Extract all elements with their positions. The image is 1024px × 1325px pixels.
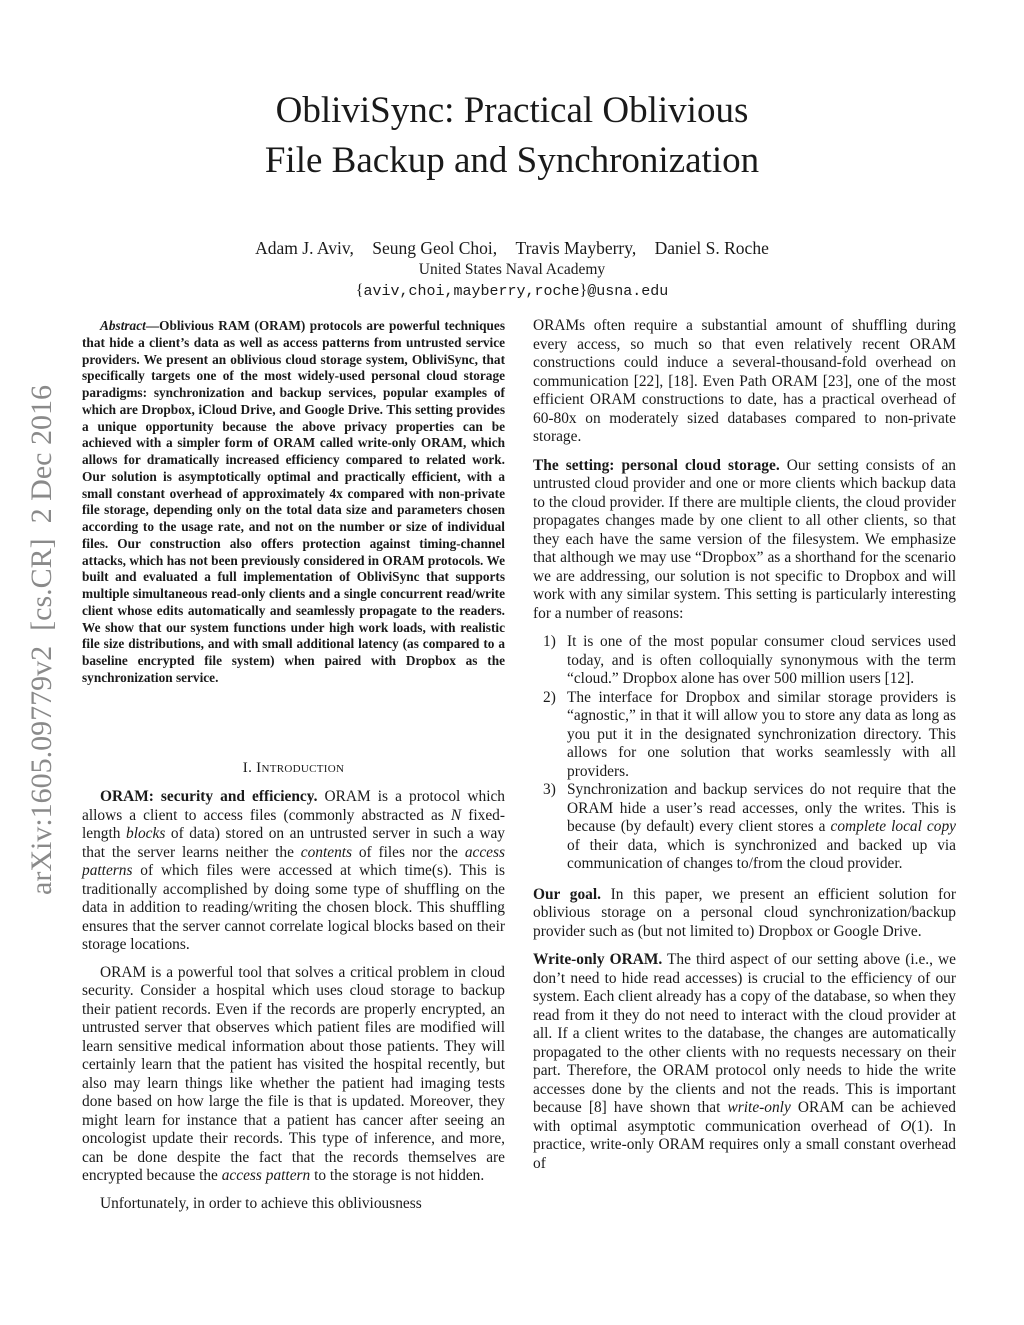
text-segment: to the storage is not hidden. <box>310 1167 485 1184</box>
emphasis-text: blocks <box>126 825 166 842</box>
emphasis-text: access pattern <box>221 1167 311 1184</box>
emphasis-text: access patterns <box>82 843 505 879</box>
text-segment: fixed-length <box>82 806 505 842</box>
text-segment: of data) stored on an untrusted server in such a way that the server learns neither the <box>82 825 505 861</box>
run-in-heading: Our goal. <box>533 885 601 903</box>
text-segment: ORAM is a powerful tool that solves a critical problem in cloud security. Consider a hospital which uses cloud storage to backup their patient records. Even if the records are properly encrypted, an untrusted server that observes which patient files are modified will learn sensitive medical information about those patients. They will certainly learn that the patient has visited the hospital recently, but also may learn things like whether the patient had imaging tests done based on how large the file is that is updated. Moreover, they might learn for instance that a patient has cancer after seeing an oncologist update their records. This type of inference, and more, can be done despite the fact that the records themselves are encrypted because the <box>82 963 505 1184</box>
paragraph-setting <box>533 457 956 624</box>
left-column-body <box>82 788 505 1213</box>
paragraph-oram-tool <box>82 964 505 1186</box>
paragraph-write-only-oram <box>533 951 956 1173</box>
email-brace: } <box>579 282 588 299</box>
text-segment: It is one of the most popular consumer cloud services used today, and is often colloquially synonymous with the term “cloud.” Dropbox alone has over 500 million users [12]. <box>567 633 956 687</box>
email-names: aviv,choi,mayberry,roche <box>363 283 580 300</box>
text-segment: —Oblivious RAM (ORAM) protocols are powerful techniques that hide a client’s data as well as access patterns from untrusted service providers. We present an oblivious cloud storage system, ObliviSync, that specifically targets one of the most widely-used personal cloud storage paradigms: synchronization and backup services, popular examples of which are Dropbox, iCloud Drive, and Google Drive. This setting provides a unique opportunity because the above privacy properties can be achieved with a simpler form of ORAM called write-only ORAM, which allows for dramatically increased efficiency compared to related work. Our solution is asymptotically optimal and practically efficient, with a small constant overhead of approximately 4x compared with non-private file storage, depending only on the total data size and parameters chosen according to the usage rate, and not on the number or size of individual files. Our construction also offers protection against timing-channel attacks, which has not been previously considered in ORAM protocols. We built and evaluated a full implementation of ObliviSync that supports multiple simultaneous read-only clients and a single concurrent read/write client whose edits automatically and seamlessly propagate to the readers. We show that our system functions under high work loads, with realistic file size distributions, and with small additional latency (as compared to a baseline encrypted file system) when paired with Dropbox as the synchronization service. <box>82 318 505 685</box>
list-item <box>533 689 956 782</box>
email-domain: @usna.edu <box>587 283 669 300</box>
run-in-heading: The setting: personal cloud storage. <box>533 456 780 474</box>
author: Adam J. Aviv, <box>255 238 354 258</box>
paragraph-oram-security <box>82 788 505 955</box>
right-column-body <box>533 317 956 1173</box>
run-in-heading: Write-only ORAM. <box>533 951 663 968</box>
paragraph-our-goal <box>533 886 956 942</box>
emphasis-text: contents <box>300 843 353 861</box>
text-segment: The interface for Dropbox and similar storage providers is “agnostic,” in that it will allow you to store any data as long as you put it in the designated synchronization directory. This allows for one solution that works seamlessly with all providers. <box>567 688 956 780</box>
section-heading-introduction: I. Introduction <box>242 760 345 776</box>
text-segment: (1). In practice, write-only ORAM requires only a small constant overhead of <box>533 1117 956 1172</box>
author-list <box>0 238 1024 259</box>
emphasis-text: N <box>450 806 462 824</box>
author: Travis Mayberry, <box>515 238 637 258</box>
author: Daniel S. Roche <box>654 238 769 258</box>
author: Seung Geol Choi, <box>372 238 498 258</box>
title-line-2: File Backup and Synchronization <box>264 140 760 181</box>
emphasis-text: complete local copy <box>830 818 956 835</box>
text-segment: In this paper, we present an efficient solution for oblivious storage on a personal cloud synchronization/backup provider such as (but not limited to) Dropbox or Google Drive. <box>533 885 956 940</box>
emphasis-text: O <box>900 1117 912 1135</box>
abstract <box>82 318 505 687</box>
arxiv-identifier-stamp: arXiv:1605.09779v2 [cs.CR] 2 Dec 2016 <box>25 385 58 895</box>
list-item <box>533 633 956 689</box>
emphasis-text: Abstract <box>100 318 146 333</box>
paragraph-oram-shuffling <box>533 317 956 447</box>
text-segment: ORAM is a protocol which allows a client to access files (commonly abstracted as <box>82 788 505 824</box>
author-emails <box>0 282 1024 300</box>
run-in-heading: ORAM: security and efficiency. <box>100 788 318 805</box>
text-segment: Unfortunately, in order to achieve this obliviousness <box>100 1194 422 1212</box>
list-number: 1) <box>543 633 556 650</box>
list-item <box>533 781 956 874</box>
list-number: 2) <box>543 688 556 706</box>
text-segment: of files nor the <box>352 843 465 861</box>
paper-title <box>0 86 1024 186</box>
text-segment: The third aspect of our setting above (i.e., we don’t need to hide read accesses) is crucial to the efficiency of our system. Each client already has a copy of the database, so when they read from it they do not need to interact with the cloud provider at all. If a client writes to the database, the changes are automatically propagated to the other clients with no requests necessary on their part. Therefore, the ORAM protocol only needs to hide the write accesses done by the clients and not the reads. This is important because [8] have shown that <box>533 951 956 1116</box>
text-segment: of which files were accessed at which time(s). This is traditionally accomplished by doing some type of shuffling on the data in addition to reading/writing the chosen block. This shuffling ensures that the server cannot correlate logical blocks based on their storage locations. <box>82 862 505 953</box>
text-segment: Our setting consists of an untrusted cloud provider and one or more clients which backup data to the cloud provider. If there are multiple clients, the cloud provider propagates changes made by one client to all other clients, so that they each have the same version of the filesystem. We emphasize that although we may use “Dropbox” as a shorthand for the scenario we are addressing, our solution is not specific to Dropbox and will work with any similar system. This setting is particularly interesting for a number of reasons: <box>533 456 956 622</box>
title-line-1: ObliviSync: Practical Oblivious <box>275 90 749 131</box>
affiliation: United States Naval Academy <box>418 261 606 278</box>
text-segment: ORAM can be achieved with optimal asymptotic communication overhead of <box>533 1099 956 1135</box>
reasons-list <box>533 633 956 874</box>
text-segment: ORAMs often require a substantial amount of shuffling during every access, so much so that even relatively recent ORAM constructions could induce a several-thousand-fold overhead on communication [22], [18]. Even Path ORAM [23], one of the most efficient ORAM constructions to date, has a practical overhead of 60-80x on moderately sized databases compared to non-private storage. <box>533 317 956 445</box>
text-segment: of their data, which is synchronized and backed up via communication of changes to/from the cloud provider. <box>567 836 956 872</box>
list-number: 3) <box>543 781 556 798</box>
paragraph-unfortunately <box>82 1195 505 1214</box>
emphasis-text: write-only <box>727 1099 791 1116</box>
text-segment: Synchronization and backup services do not require that the ORAM hide a user’s read accesses, only the writes. This is because (by default) every client stores a <box>567 781 956 835</box>
email-brace: { <box>355 282 364 299</box>
